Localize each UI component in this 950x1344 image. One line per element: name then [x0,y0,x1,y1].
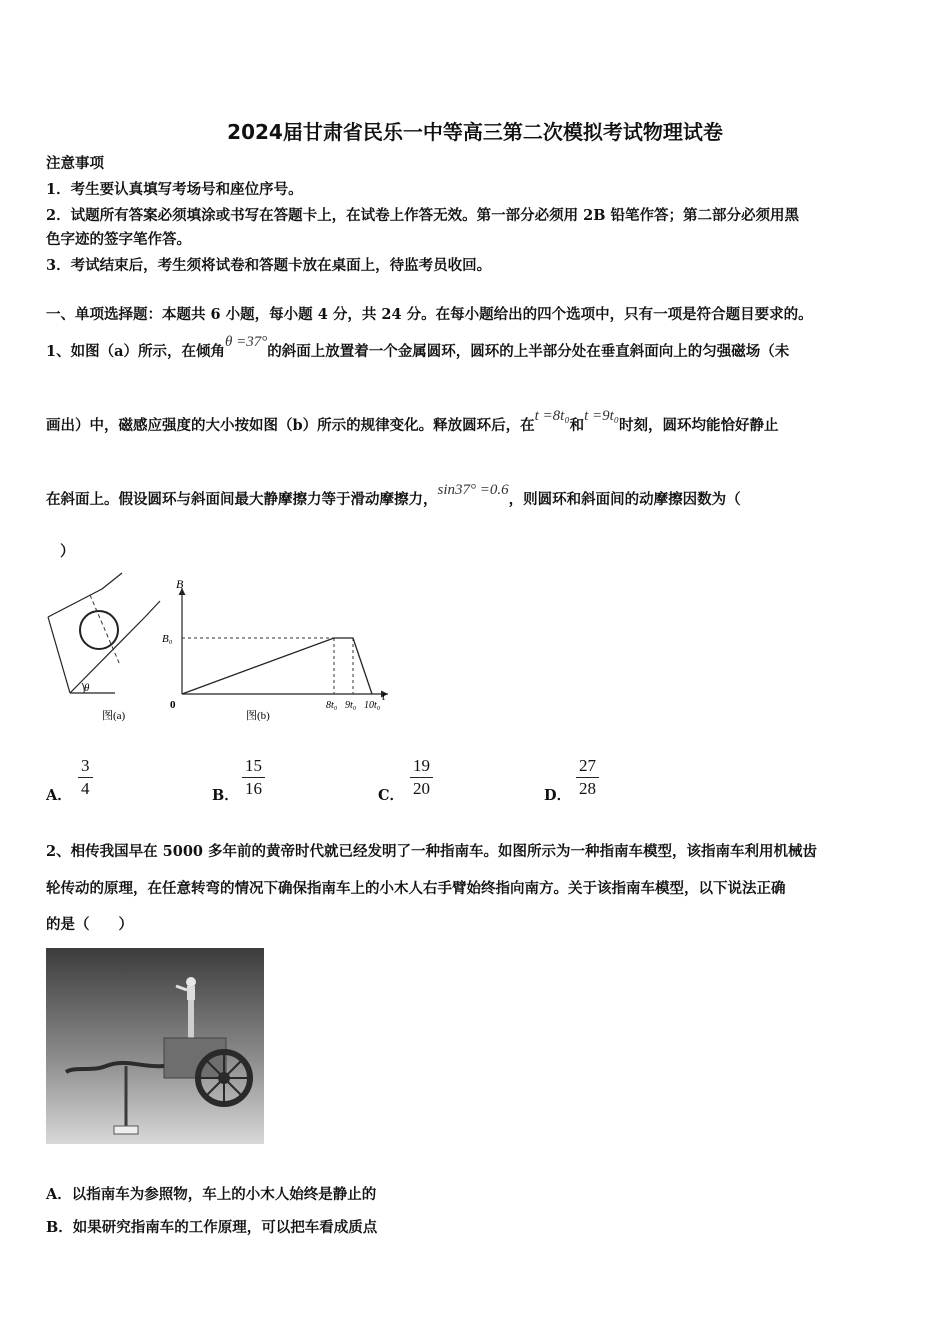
q2-option-a[interactable]: A．以指南车为参照物，车上的小木人始终是静止的 [46,1186,377,1203]
choice-a-label: A． [46,787,72,804]
q2-line-1: 2、相传我国早在 5000 多年前的黄帝时代就已经发明了一种指南车。如图所示为一种指南车模型，该指南车利用机械齿 [46,843,818,860]
q2-line-2: 轮传动的原理，在任意转弯的情况下确保指南车上的小木人右手臂始终指向南方。关于该指南车模型，以下说法正确 [46,880,786,897]
time-formula-2: t =9t₀ [584,408,619,424]
wooden-figure-head [186,977,196,987]
choice-d-fraction: 27 28 [576,756,599,799]
figure-a [40,565,170,730]
x-axis-label: t [382,689,386,703]
tick-9t0: 9t₀ [345,700,357,711]
b0-label: B₀ [162,633,173,645]
wooden-figure-body [187,986,195,1000]
choice-c-label: C． [378,787,405,804]
q1-line-1: 1、如图（a）所示，在倾角θ =37°的斜面上放置着一个金属圆环，圆环的上半部分处在垂直斜面向上的匀强磁场（未 [46,334,790,360]
notice-item-1: 1．考生要认真填写考场号和座位序号。 [46,181,303,198]
choice-a-fraction: 3 4 [78,756,93,799]
notice-item-3: 3．考试结束后，考生须将试卷和答题卡放在桌面上，待监考员收回。 [46,257,492,274]
choice-b-fraction: 15 16 [242,756,265,799]
page-title: 2024届甘肃省民乐一中等高三第二次模拟考试物理试卷 [227,120,723,144]
origin-label: 0 [170,699,176,711]
notice-item-2: 2．试题所有答案必须填涂或书写在答题卡上，在试卷上作答无效。第一部分必须用 2B 铅笔作答；第二部分必须用黑 [46,207,800,224]
choice-c-fraction: 19 20 [410,756,433,799]
figure-b-caption: 图(b) [246,710,270,722]
b-series-line [182,638,372,694]
field-boundary-dashed [90,595,120,665]
support-base [114,1126,138,1134]
chariot-photo [46,948,264,1144]
choice-b-label: B． [212,787,239,804]
tick-8t0: 8t₀ [326,700,338,711]
notice-item-2-cont: 色字迹的签字笔作答。 [46,231,191,248]
q1-line-2: 画出）中，磁感应强度的大小按如图（b）所示的规律变化。释放圆环后，在t =8t₀和t =9t₀时刻，圆环均能恰好静止 [46,408,779,434]
figure-a-caption: 图(a) [102,710,126,722]
choice-d-label: D． [544,787,572,804]
y-axis-label: B [176,577,184,591]
figure-b [160,570,400,730]
q1-line-4: ） [60,543,75,560]
q1-line-3: 在斜面上。假设圆环与斜面间最大静摩擦力等于滑动摩擦力，sin37° =0.6，则圆环和斜面间的动摩擦因数为（ [46,482,741,508]
sine-formula: sin37° =0.6 [437,482,509,498]
angle-formula: θ =37° [224,334,268,350]
incline-right-extension [145,601,160,617]
photo-background [46,948,264,1144]
section-heading: 一、单项选择题：本题共 6 小题，每小题 4 分，共 24 分。在每小题给出的四个选项中，只有一项是符合题目要求的。 [46,306,813,323]
incline-surface [70,617,145,693]
time-formula-1: t =8t₀ [534,408,570,424]
angle-label: θ [84,682,90,694]
incline-top-extension [102,573,122,589]
notice-heading: 注意事项 [46,155,104,172]
incline-left-edge [48,617,70,693]
tick-10t0: 10t₀ [364,700,381,711]
q2-line-3: 的是（ ） [46,916,133,933]
wheel-spokes [200,1054,248,1102]
q2-option-b[interactable]: B．如果研究指南车的工作原理，可以把车看成质点 [46,1219,378,1236]
